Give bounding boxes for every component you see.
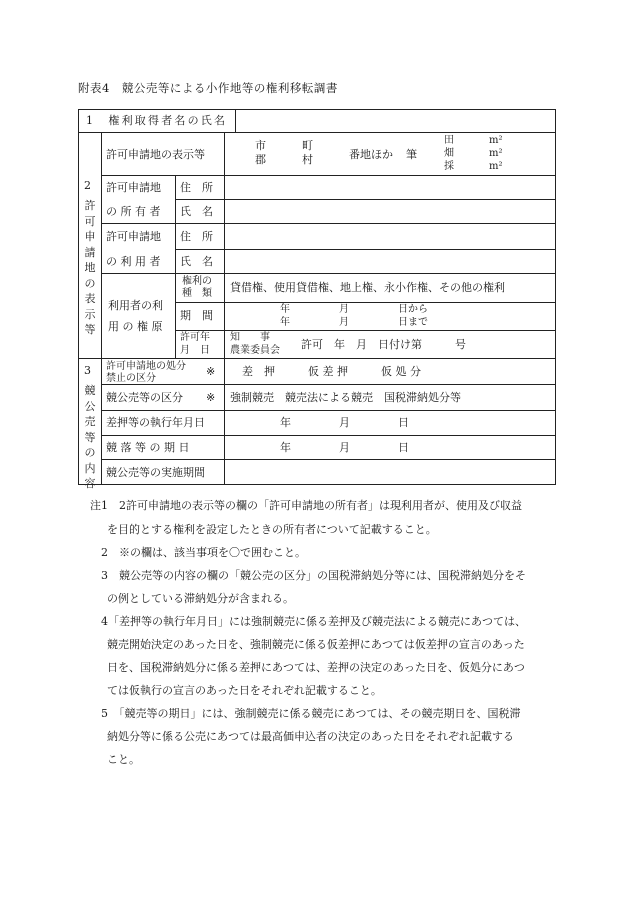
table-rule [224,132,225,485]
disposal-label-line2: 禁止の区分 [106,373,156,384]
user-address-label: 住 所 [180,230,213,243]
note-line: 4「差押等の執行年月日」には強制競売に係る差押及び競売法による競売にあつては、 [101,615,526,628]
right-kind-label-line2: 種 類 [182,288,212,299]
land-type-sai: 採 [444,161,454,172]
permit-governor: 知 事 [230,332,270,343]
bid-year: 年 [280,441,291,454]
bid-day: 日 [398,441,409,454]
auction-class-label: 競公売等の区分 [106,391,183,404]
execution-day: 日 [398,416,409,429]
bid-date-label: 競 落 等 の 期 日 [106,441,190,454]
note-line: 5 「競売等の期日」には、強制競売に係る競売にあつては、その競売期日を、国税滞 [101,707,521,720]
permit-date-label-line1: 許可年 [180,332,210,343]
right-title-label-line1: 利用者の利 [108,299,163,312]
address-gun: 郡 [255,153,266,166]
table-rule [175,249,556,250]
execution-year: 年 [280,416,291,429]
table-rule [175,330,556,331]
note-line: 3 競公売等の内容の欄の「競公売の区分」の国税滞納処分等には、国税滞納処分をそ [101,569,526,582]
section-2-vertical-label: 許可申請地の表示等 [84,199,96,336]
implementation-period-label: 競公売等の実施期間 [106,466,205,479]
note-line: 注1 2許可申請地の表示等の欄の「許可申請地の所有者」は現利用者が、使用及び収益 [90,499,522,512]
period-label: 期 間 [180,309,213,322]
right-kind-value: 貸借権、使用貸借権、地上権、永小作権、その他の権利 [230,281,505,294]
right-title-label-line2: 用 の 権 原 [108,320,163,333]
note-line: 日を、国税滞納処分に係る差押にあつては、差押の決定のあった日を、仮処分にあつ [107,661,525,674]
table-rule [175,199,556,200]
user-label-line2: の 利 用 者 [106,255,161,268]
auction-class-mark: ※ [206,391,216,404]
table-rule [101,273,556,274]
note-line: ては仮執行の宣言のあった日をそれぞれ記載すること。 [107,684,382,697]
document-title: 附表4 競公売等による小作地等の権利移転調書 [78,81,338,95]
table-rule [78,358,556,359]
right-kind-label-line1: 権利の [182,276,212,287]
period-from: 日から [398,304,428,315]
table-rule [101,175,556,176]
disposal-mark: ※ [206,365,216,378]
unit-m2: m² [489,148,503,159]
address-cho: 町 [302,139,313,152]
period-until: 日まで [398,317,428,328]
owner-address-label: 住 所 [180,181,213,194]
note-line: 競売開始決定のあった日を、強制競売に係る仮差押にあつては仮差押の宣言のあった [107,638,525,651]
address-son: 村 [302,153,313,166]
grantee-name-label: 1 権利取得者名の氏名 [86,114,228,127]
period-month: 月 [339,317,349,328]
disposal-label-line1: 許可申請地の処分 [106,361,186,372]
bid-month: 月 [339,441,350,454]
address-hitsu: 筆 [406,148,417,161]
unit-m2: m² [489,135,503,146]
owner-label-line2: の 所 有 者 [106,205,161,218]
user-name-label: 氏 名 [180,255,213,268]
owner-name-label: 氏 名 [180,205,213,218]
land-display-label: 許可申請地の表示等 [106,148,205,161]
permit-agri-committee: 農業委員会 [230,345,280,356]
table-rule [235,109,236,132]
execution-date-label: 差押等の執行年月日 [106,416,205,429]
note-line: 納処分等に係る公売にあつては最高価申込者の決定のあった日をそれぞれ記載する [107,730,514,743]
unit-m2: m² [489,161,503,172]
table-rule [101,132,102,485]
section-2-number: 2 [84,179,91,192]
table-rule [101,410,556,411]
address-shi: 市 [255,139,266,152]
period-year: 年 [280,304,290,315]
note-line: の例としている滞納処分が含まれる。 [107,592,294,605]
owner-label-line1: 許可申請地 [106,181,161,194]
period-month: 月 [339,304,349,315]
section-3-number: 3 [84,364,91,377]
execution-month: 月 [339,416,350,429]
section-3-vertical-label: 競公売等の内容 [84,384,96,490]
table-rule [175,302,556,303]
auction-class-values: 強制競売 競売法による競売 国税滞納処分等 [230,391,461,404]
table-rule [101,435,556,436]
note-line: こと。 [107,753,140,766]
address-banchi: 番地ほか [349,148,393,161]
table-rule [101,459,556,460]
permit-text: 許可 年 月 日付け第 号 [301,338,466,351]
period-year: 年 [280,317,290,328]
table-rule [101,223,556,224]
user-label-line1: 許可申請地 [106,230,161,243]
note-line: を目的とする権利を設定したときの所有者について記載すること。 [107,523,437,536]
table-rule [78,132,556,133]
disposal-values: 差 押 仮 差 押 仮 処 分 [242,365,421,378]
table-rule [175,175,176,358]
table-rule [101,384,556,385]
permit-date-label-line2: 月 日 [180,345,210,356]
land-type-hata: 畑 [444,148,454,159]
note-line: 2 ※の欄は、該当事項を〇で囲むこと。 [101,546,306,559]
land-type-ta: 田 [444,135,454,146]
